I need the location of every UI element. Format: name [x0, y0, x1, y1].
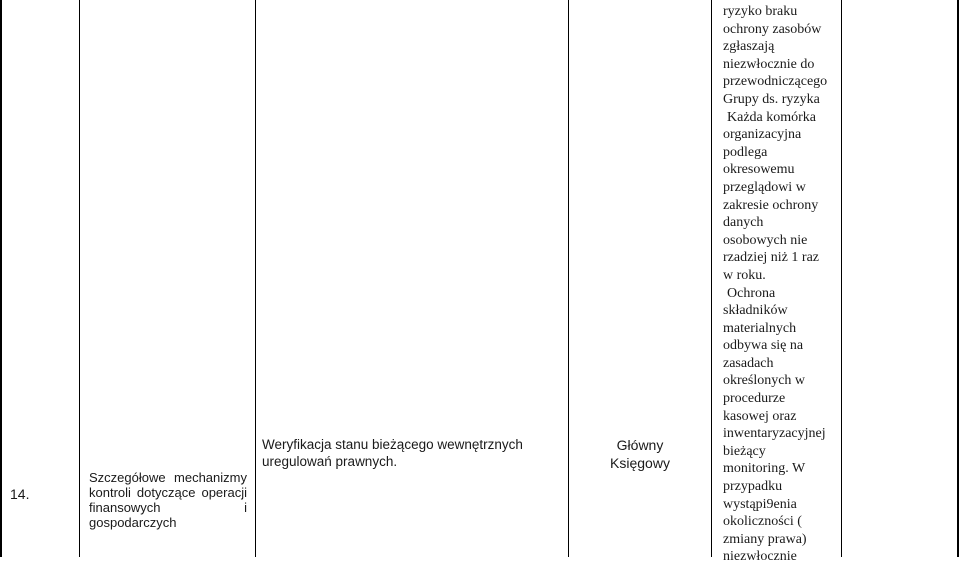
table-border-left	[0, 0, 2, 557]
column-divider-3	[568, 0, 569, 557]
notes-line: Każda komórka	[727, 109, 817, 125]
notes-line: okoliczności (	[723, 514, 802, 530]
notes-line: niezwłocznie	[723, 549, 797, 565]
column-divider-2	[255, 0, 256, 557]
notes-line: bieżący	[723, 443, 766, 459]
responsible-cell	[578, 436, 702, 472]
notes-line: odbywa się na	[723, 338, 804, 354]
column-divider-5	[841, 0, 842, 557]
notes-cell	[723, 3, 838, 566]
notes-line: Ochrona	[727, 285, 776, 301]
mechanism-line: gospodarczych	[89, 515, 177, 530]
notes-line: inwentaryzacyjnej	[723, 426, 826, 442]
notes-line: podlega	[723, 144, 768, 160]
notes-line: okresowemu	[723, 162, 795, 178]
notes-line: monitoring. W	[723, 461, 806, 477]
row-number: 14.	[10, 486, 30, 502]
notes-line: przewodniczącego	[723, 74, 828, 90]
notes-line: w roku.	[723, 267, 766, 283]
notes-line: kasowej oraz	[723, 408, 797, 424]
notes-line: zakresie ochrony	[723, 197, 819, 213]
notes-line: przeglądowi w	[723, 179, 806, 195]
notes-line: danych	[723, 215, 764, 231]
notes-line: procedurze	[723, 391, 786, 407]
notes-line: materialnych	[723, 320, 797, 336]
notes-line: wystąpi9enia	[723, 496, 797, 512]
column-divider-1	[79, 0, 80, 557]
column-divider-4	[711, 0, 712, 557]
notes-line: Grupy ds. ryzyka	[723, 91, 820, 107]
activity-text: Weryfikacja stanu bieżącego wewnętrznych uregulowań prawnych.	[262, 437, 523, 469]
notes-line: ryzyko braku	[723, 4, 798, 19]
mechanism-line: finansowych i	[89, 500, 247, 515]
notes-line: osobowych nie	[723, 232, 808, 248]
responsible-line: Główny	[616, 437, 664, 453]
notes-line: zgłaszają	[723, 39, 775, 55]
notes-line: składników	[723, 303, 788, 319]
notes-line: rzadziej niż 1 raz	[723, 250, 819, 266]
notes-line: niezwłocznie do	[723, 56, 815, 72]
notes-line: ochrony zasobów	[723, 21, 822, 37]
mechanism-cell	[89, 470, 247, 530]
mechanism-line: Szczegółowe mechanizmy	[89, 470, 247, 485]
notes-line: zasadach	[723, 355, 774, 371]
notes-line: organizacyjna	[723, 127, 802, 143]
notes-line: zmiany prawa)	[723, 531, 807, 547]
notes-line: przypadku	[723, 479, 783, 495]
notes-line: określonych w	[723, 373, 806, 389]
mechanism-line: kontroli dotyczące operacji	[89, 485, 247, 500]
table-border-right	[957, 0, 959, 557]
responsible-line: Księgowy	[610, 455, 670, 471]
